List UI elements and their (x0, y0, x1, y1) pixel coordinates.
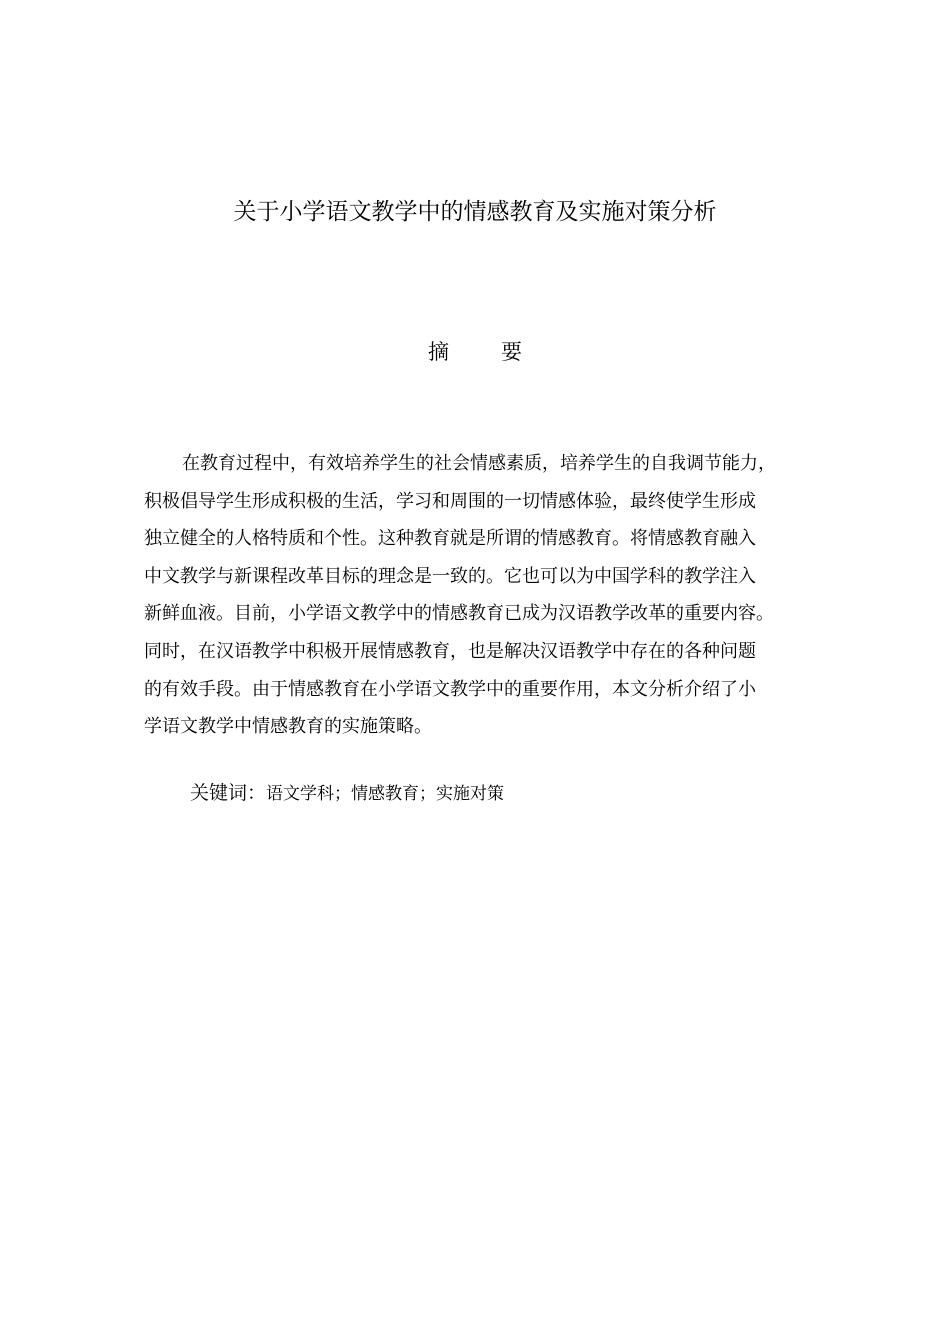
keywords (190, 777, 504, 810)
abstract-heading-char-2: 要 (501, 340, 522, 364)
abstract-line: 积极倡导学生形成积极的生活，学习和周围的一切情感体验，最终使学生形成 (144, 490, 756, 512)
abstract-body (144, 445, 809, 746)
abstract-line: 同时，在汉语教学中积极开展情感教育，也是解决汉语教学中存在的各种问题 (144, 640, 756, 662)
abstract-line: 学语文教学中情感教育的实施策略。 (144, 716, 432, 738)
keywords-value: 语文学科；情感教育；实施对策 (266, 784, 505, 804)
abstract-heading (0, 336, 950, 368)
keywords-label: 关键词： (190, 782, 267, 804)
document-title: 关于小学语文教学中的情感教育及实施对策分析 (233, 199, 717, 225)
abstract-line: 的有效手段。由于情感教育在小学语文教学中的重要作用，本文分析介绍了小 (144, 678, 756, 700)
abstract-line: 新鲜血液。目前，小学语文教学中的情感教育已成为汉语教学改革的重要内容。 (144, 603, 774, 625)
abstract-heading-char-1: 摘 (428, 340, 449, 364)
abstract-line: 中文教学与新课程改革目标的理念是一致的。它也可以为中国学科的教学注入 (144, 565, 756, 587)
abstract-line: 独立健全的人格特质和个性。这种教育就是所谓的情感教育。将情感教育融入 (144, 528, 756, 550)
abstract-line: 在教育过程中，有效培养学生的社会情感素质，培养学生的自我调节能力， (182, 453, 776, 474)
